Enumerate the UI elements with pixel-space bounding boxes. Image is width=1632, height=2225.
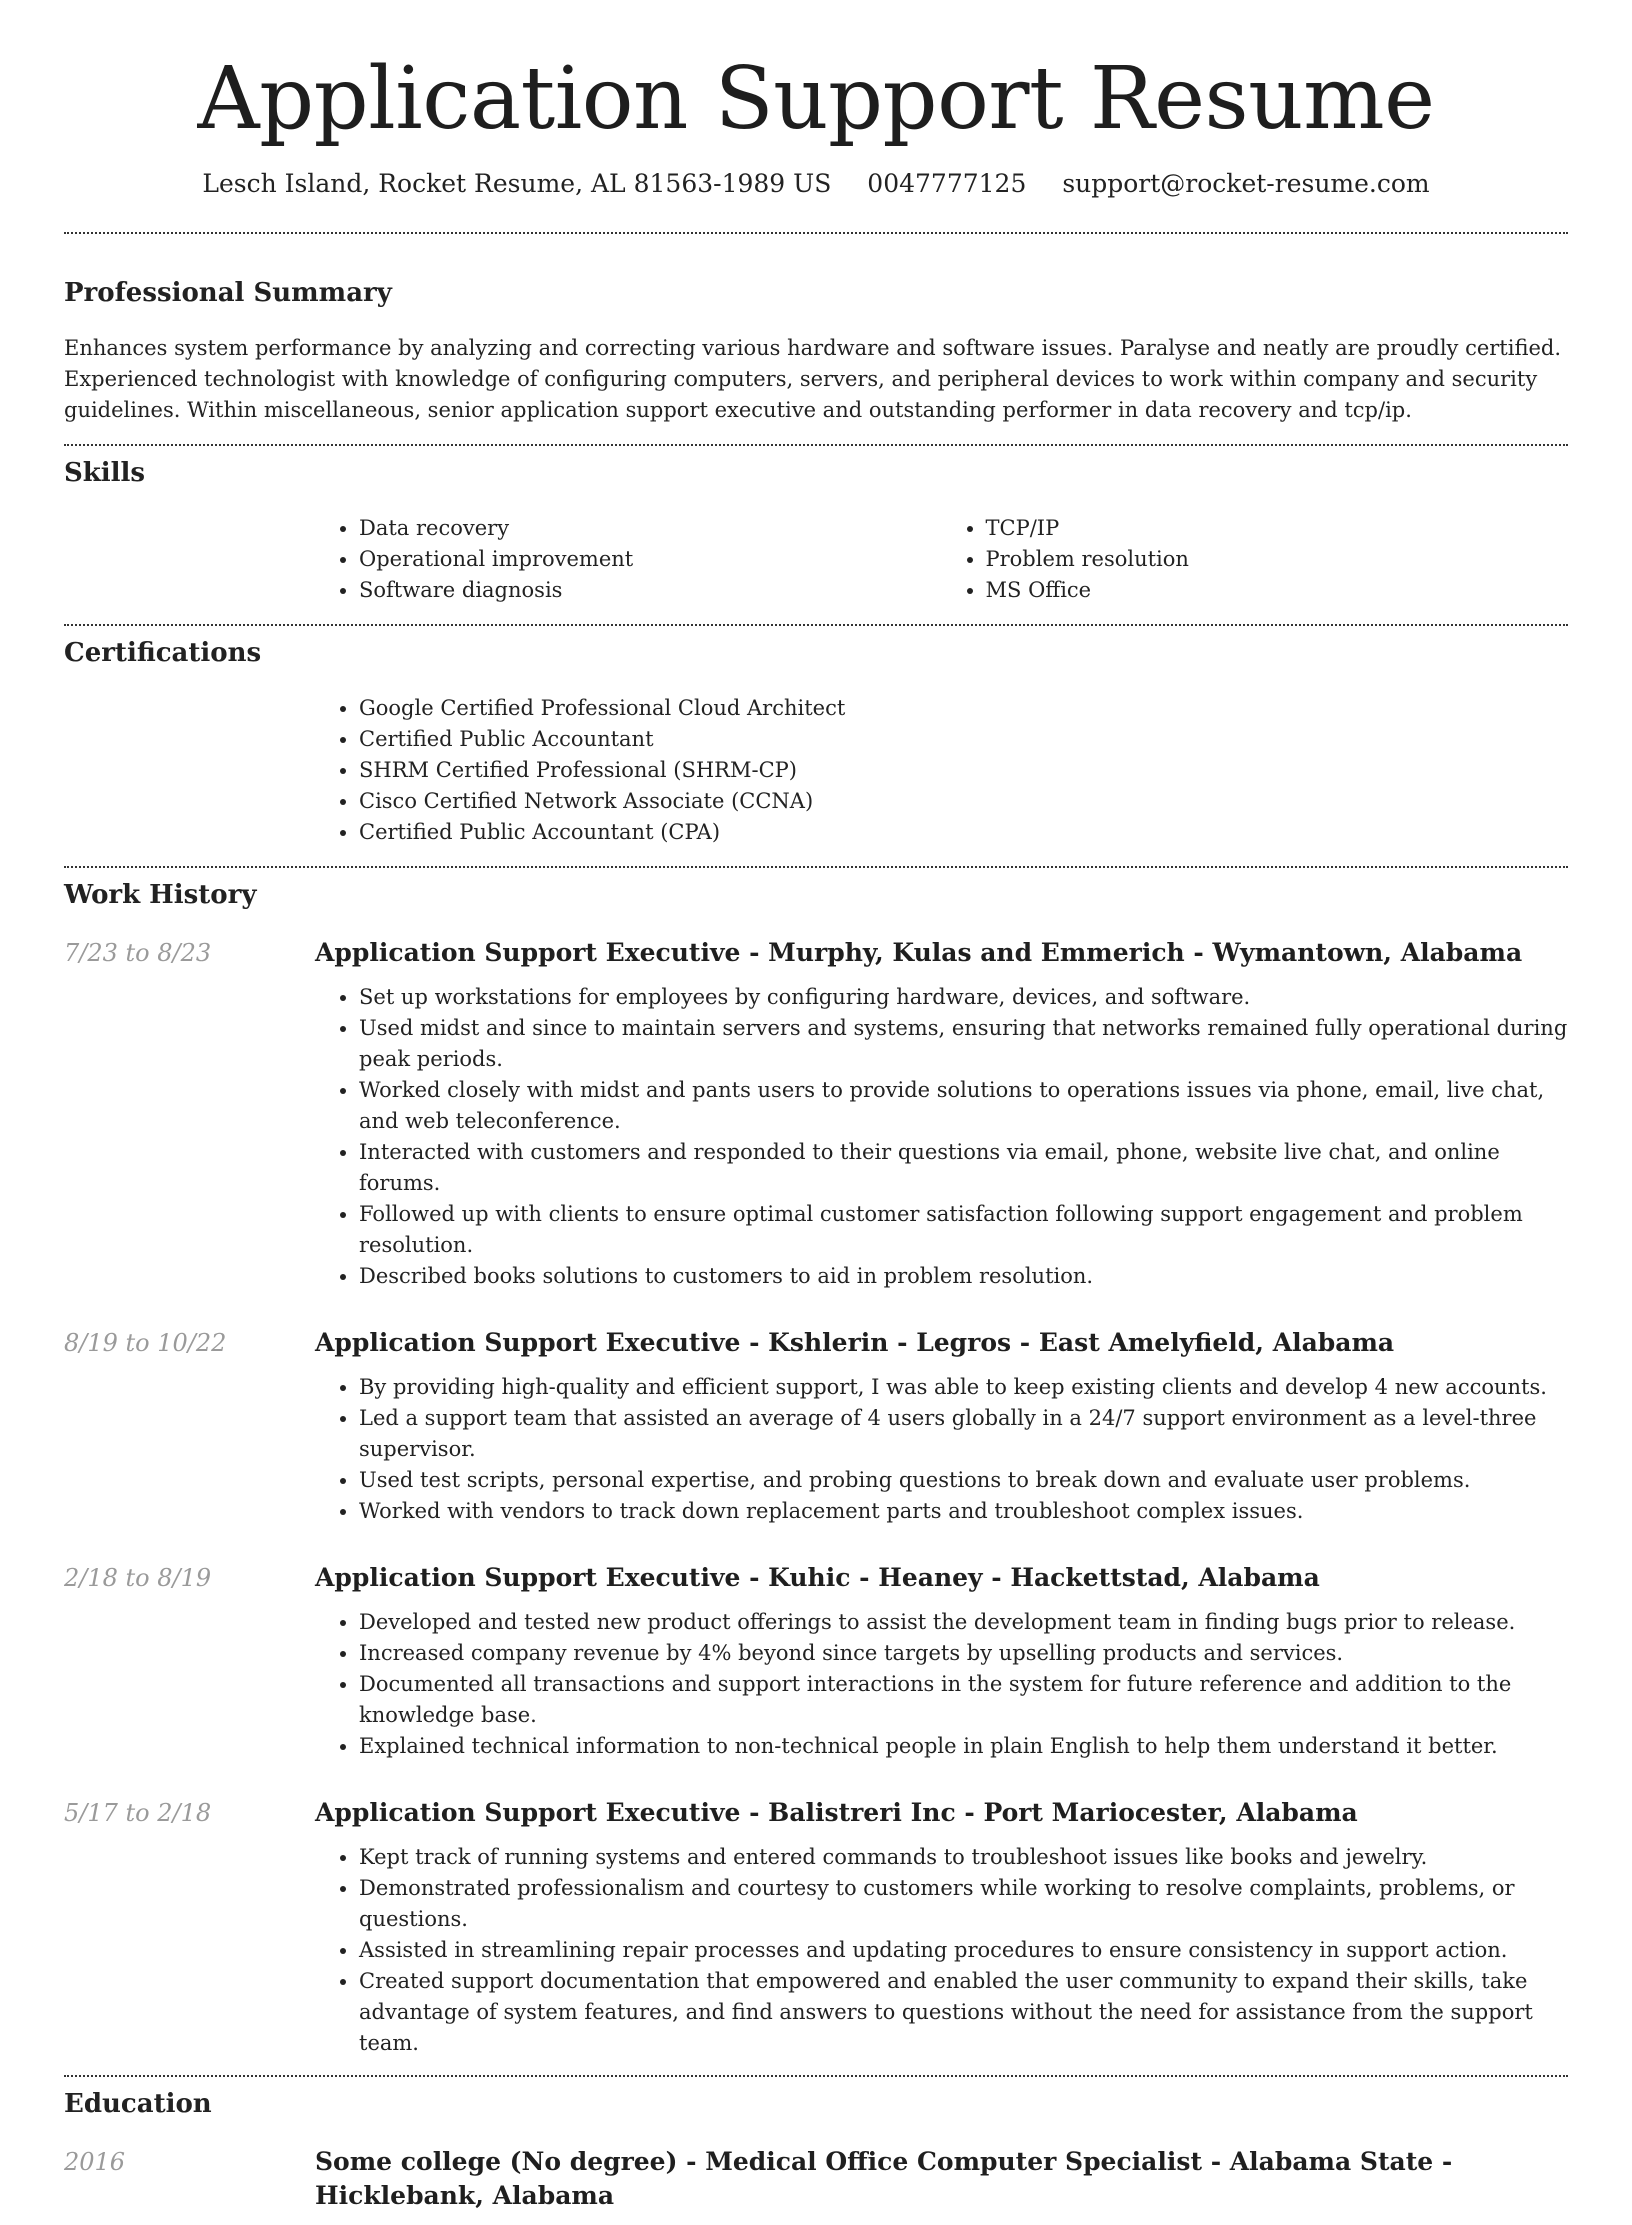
job-bullets (315, 1842, 1568, 2059)
job-bullet: • Worked closely with midst and pants users to provide solutions to operations issues via phone, email, live chat, and web teleconference. (359, 1075, 1568, 1137)
education-section (64, 2089, 1568, 2225)
job-bullet: • Kept track of running systems and entered commands to troubleshoot issues like books and jewelry. (359, 1842, 1568, 1873)
job-bullets (315, 1607, 1568, 1762)
work-history-section (64, 880, 1568, 2059)
job-bullet: • Led a support team that assisted an average of 4 users globally in a 24/7 support environment as a level-three supervisor. (359, 1403, 1568, 1465)
job-title: Application Support Executive - Kshlerin - Legros - East Amelyfield, Alabama (315, 1327, 1395, 1357)
contact-email: support@rocket-resume.com (1062, 168, 1430, 198)
education-body (315, 2145, 1568, 2225)
summary-heading: Professional Summary (64, 277, 392, 308)
job-date: 7/23 to 8/23 (64, 938, 212, 967)
contact-phone: 0047777125 (867, 168, 1027, 198)
job-bullet: • Documented all transactions and support interactions in the system for future reference and addition to the knowledge base. (359, 1669, 1568, 1731)
job-bullet: • Demonstrated professionalism and courtesy to customers while working to resolve complaints, problems, or questions. (359, 1873, 1568, 1935)
job-date: 5/17 to 2/18 (64, 1798, 212, 1827)
contact-info (64, 169, 1568, 198)
skill-item: • Data recovery (359, 513, 942, 544)
job-bullet: • Created support documentation that empowered and enabled the user community to expand their skills, take advantage of system features, and find answers to questions without the need for assistance from the support team. (359, 1966, 1568, 2059)
skill-item: • MS Office (986, 575, 1569, 606)
skills-column-right (942, 513, 1569, 606)
job-title: Application Support Executive - Kuhic - Heaney - Hackettstad, Alabama (315, 1562, 1320, 1592)
job-body (315, 936, 1568, 1292)
skills-section (64, 458, 1568, 606)
skill-item: • Software diagnosis (359, 575, 942, 606)
job-bullet: • Worked with vendors to track down replacement parts and troubleshoot complex issues. (359, 1496, 1568, 1527)
education-title: Some college (No degree) - Medical Office Computer Specialist - Alabama State - Hicklebank, Alabama (315, 2146, 1453, 2210)
certification-item: • Certified Public Accountant (359, 724, 1568, 755)
job-title: Application Support Executive - Balistreri Inc - Port Mariocester, Alabama (315, 1797, 1358, 1827)
skills-column-left (315, 513, 942, 606)
certification-item: • SHRM Certified Professional (SHRM-CP) (359, 755, 1568, 786)
job-entry (64, 1796, 1568, 2059)
job-bullets (315, 982, 1568, 1292)
skill-item: • Operational improvement (359, 544, 942, 575)
certification-item: • Certified Public Accountant (CPA) (359, 817, 1568, 848)
skill-item: • Problem resolution (986, 544, 1569, 575)
work-history-heading: Work History (64, 879, 257, 910)
job-bullet: • Followed up with clients to ensure optimal customer satisfaction following support engagement and problem resolution. (359, 1199, 1568, 1261)
job-bullet: • Assisted in streamlining repair processes and updating procedures to ensure consistency in support action. (359, 1935, 1568, 1966)
job-bullet: • Increased company revenue by 4% beyond since targets by upselling products and services. (359, 1638, 1568, 1669)
job-bullet: • Described books solutions to customers to aid in problem resolution. (359, 1261, 1568, 1292)
certifications-heading: Certifications (64, 637, 262, 668)
job-bullet: • By providing high-quality and efficient support, I was able to keep existing clients and develop 4 new accounts. (359, 1372, 1568, 1403)
certifications-section (64, 638, 1568, 848)
section-divider (64, 624, 1568, 626)
summary-text: Enhances system performance by analyzing and correcting various hardware and software issues. Paralyse and neatly are proudly certified. Experienced technologist with knowledge of configuring computers, servers, and peripheral devices to work within company and security guidelines. Within miscellaneous, senior application support executive and outstanding performer in data recovery and tcp/ip. (64, 335, 1562, 422)
page-title: Application Support Resume (197, 49, 1435, 149)
contact-address: Lesch Island, Rocket Resume, AL 81563-1989 US (202, 168, 832, 198)
education-entry (64, 2145, 1568, 2225)
job-date: 8/19 to 10/22 (64, 1328, 227, 1357)
summary-section (64, 278, 1568, 426)
job-title: Application Support Executive - Murphy, Kulas and Emmerich - Wymantown, Alabama (315, 937, 1523, 967)
education-date: 2016 (64, 2147, 126, 2176)
skills-heading: Skills (64, 457, 146, 488)
job-bullet: • Explained technical information to non-technical people in plain English to help them understand it better. (359, 1731, 1568, 1762)
skills-list (315, 513, 1568, 606)
job-body (315, 1561, 1568, 1762)
job-body (315, 1796, 1568, 2059)
section-divider (64, 866, 1568, 868)
job-body (315, 1326, 1568, 1527)
section-divider (64, 2075, 1568, 2077)
section-divider (64, 444, 1568, 446)
education-heading: Education (64, 2088, 212, 2119)
job-bullet: • Set up workstations for employees by configuring hardware, devices, and software. (359, 982, 1568, 1013)
job-bullets (315, 1372, 1568, 1527)
skill-item: • TCP/IP (986, 513, 1569, 544)
certification-item: • Google Certified Professional Cloud Architect (359, 693, 1568, 724)
job-bullet: • Used test scripts, personal expertise, and probing questions to break down and evaluate user problems. (359, 1465, 1568, 1496)
job-date: 2/18 to 8/19 (64, 1563, 212, 1592)
job-entry (64, 1561, 1568, 1762)
job-entry (64, 1326, 1568, 1527)
job-bullet: • Developed and tested new product offerings to assist the development team in finding bugs prior to release. (359, 1607, 1568, 1638)
certifications-list (315, 693, 1568, 848)
certification-item: • Cisco Certified Network Associate (CCNA) (359, 786, 1568, 817)
job-entry (64, 936, 1568, 1292)
section-divider (64, 232, 1568, 234)
job-bullet: • Interacted with customers and responded to their questions via email, phone, website live chat, and online forums. (359, 1137, 1568, 1199)
job-bullet: • Used midst and since to maintain servers and systems, ensuring that networks remained fully operational during peak periods. (359, 1013, 1568, 1075)
resume-page (64, 0, 1568, 2225)
